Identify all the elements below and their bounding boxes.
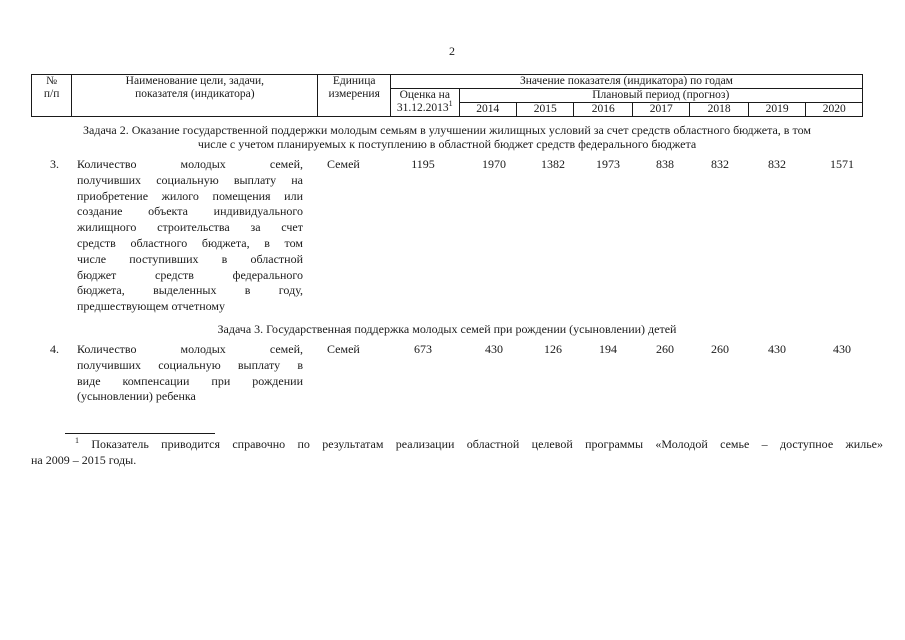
year-header: 2018 xyxy=(690,103,748,117)
year-header: 2019 xyxy=(748,103,805,117)
column-number-header: № п/п xyxy=(32,75,72,117)
year-header: 2014 xyxy=(459,103,516,117)
value-cell: 832 xyxy=(711,157,729,171)
value-cell: 838 xyxy=(656,157,674,171)
value-cell: 430 xyxy=(485,342,503,356)
plan-period-header: Плановый период (прогноз) xyxy=(459,89,862,103)
value-cell: 260 xyxy=(656,342,674,356)
value-cell: 673 xyxy=(414,342,432,356)
value-cell: 1195 xyxy=(411,157,435,171)
year-header: 2020 xyxy=(806,103,863,117)
unit: Семей xyxy=(327,342,360,356)
footnote-mark: 1 xyxy=(448,99,453,109)
column-unit-header: Единица измерения xyxy=(318,75,391,117)
value-cell: 1970 xyxy=(482,157,506,171)
estimate-header: Оценка на 31.12.2013$^1$ xyxy=(390,89,459,117)
value-cell: 430 xyxy=(833,342,851,356)
page-number: 2 xyxy=(449,44,455,58)
year-header: 2016 xyxy=(574,103,632,117)
value-cell: 126 xyxy=(544,342,562,356)
year-header: 2017 xyxy=(632,103,689,117)
unit: Семей xyxy=(327,157,360,171)
footnote: $^1$ Показатель приводится справочно по результатам реализации областной целевой программы «Молодой семье – доступное жилье» на 2009 – 2015 годы. xyxy=(31,436,884,467)
year-header: 2015 xyxy=(517,103,574,117)
indicator-table-header xyxy=(31,74,863,117)
task-3-heading: Задача 3. Государственная поддержка молодых семей при рождении (усыновлении) детей xyxy=(217,322,677,336)
value-cell: 1382 xyxy=(541,157,565,171)
value-cell: 1571 xyxy=(830,157,854,171)
value-cell: 260 xyxy=(711,342,729,356)
task-2-heading: Задача 2. Оказание государственной поддержки молодым семьям в улучшении жилищных условий за счет средств областного бюджета, в том числе с учетом планируемых к поступлению в областной бюджет средств федерального бюджета xyxy=(83,123,811,151)
value-cell: 194 xyxy=(599,342,617,356)
value-cell: 832 xyxy=(768,157,786,171)
value-cell: 1973 xyxy=(596,157,620,171)
footnote-separator xyxy=(65,433,215,434)
footnote-mark: 1 xyxy=(75,436,79,445)
indicator-name: Количество молодых семей, получивших социальную выплату на приобретение жилого помещения или создание объекта индивидуального жилищного строительства за счет средств областного бюджета, в том числе поступивших в областной бюджет средств федерального бюджета, выделенных в году, предшествующем отчетному xyxy=(77,157,303,314)
value-cell: 430 xyxy=(768,342,786,356)
values-group-header: Значение показателя (индикатора) по годам xyxy=(390,75,862,89)
row-number: 3. xyxy=(50,157,59,171)
column-name-header: Наименование цели, задачи, показателя (индикатора) xyxy=(72,75,318,117)
row-number: 4. xyxy=(50,342,59,356)
indicator-name: Количество молодых семей, получивших социальную выплату в виде компенсации при рождении (усыновлении) ребенка xyxy=(77,342,303,404)
